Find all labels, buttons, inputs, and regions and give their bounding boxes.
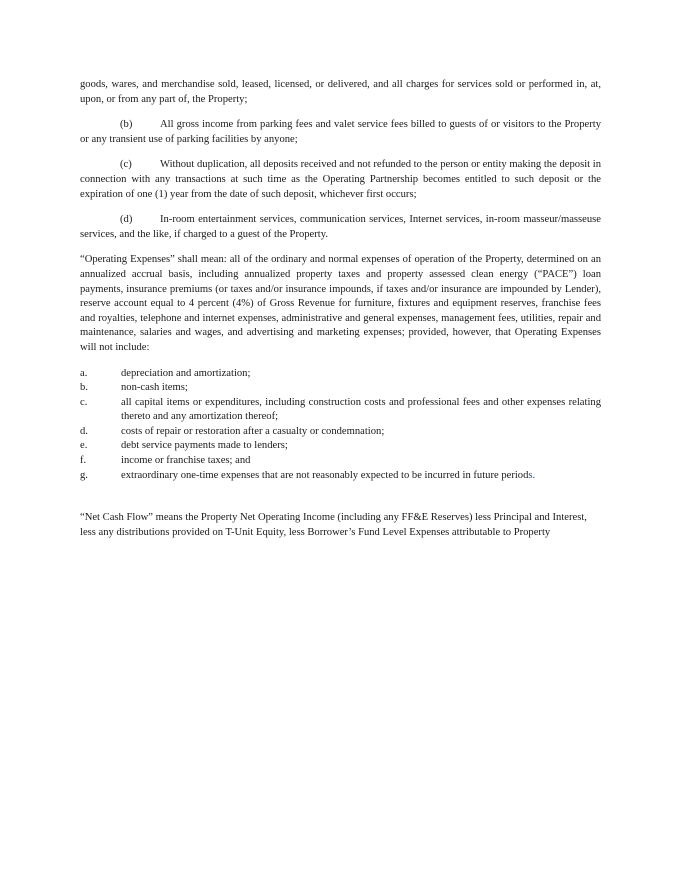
list-item-letter: f.	[80, 455, 87, 467]
item-label-d: (d)	[120, 214, 133, 226]
list-item-text: debt service payments made to lenders;	[121, 440, 288, 452]
list-item-text: all capital items or expenditures, including construction costs and professional fees and other expenses relating thereto and any amortization thereof;	[121, 396, 601, 423]
list-item	[80, 454, 601, 469]
list-item	[80, 469, 601, 484]
list-item-text: non-cash items;	[121, 382, 188, 394]
list-item-text: costs of repair or restoration after a casualty or condemnation;	[121, 425, 385, 437]
paragraph-operating-expenses: “Operating Expenses” shall mean: all of the ordinary and normal expenses of operation of the Property, determined on an annualized accrual basis, including annualized property taxes and property assessed clean energy (“PACE”) loan payments, insurance premiums (or taxes and/or insurance impounds, if taxes and/or insurance are impounded by Lender), reserve account equal to 4 percent (4%) of Gross Revenue for furniture, fixtures and equipment reserves, franchise fees and royalties, telephone and internet expenses, administrative and general expenses, management fees, utilities, repair and maintenance, salaries and wages, and advertising and marketing expenses; provided, however, that Operating Expenses will not include:	[80, 254, 601, 353]
item-text-d: In-room entertainment services, communication services, Internet services, in-room masseur/masseuse services, and the like, if charged to a guest of the Property.	[80, 214, 601, 240]
document-page	[80, 78, 601, 540]
paragraph-item-c	[80, 158, 601, 202]
paragraph-item-d	[80, 213, 601, 242]
list-item-text: depreciation and amortization;	[121, 367, 251, 379]
list-item-letter: g.	[80, 469, 88, 481]
list-item	[80, 396, 601, 425]
list-item	[80, 439, 601, 454]
list-item-text-trail: s.	[528, 469, 536, 481]
list-item-text: income or franchise taxes; and	[121, 455, 251, 467]
list-item-letter: d.	[80, 425, 88, 437]
list-item-letter: a.	[80, 367, 88, 379]
list-item	[80, 425, 601, 440]
list-item-text	[121, 469, 601, 484]
exclusions-list	[80, 367, 601, 484]
list-item-letter: b.	[80, 382, 88, 394]
list-item-letter: c.	[80, 396, 88, 408]
list-item	[80, 381, 601, 396]
list-item	[80, 367, 601, 382]
item-label-c: (c)	[120, 159, 132, 171]
list-item-text-main: extraordinary one-time expenses that are not reasonably expected to be incurred in future period	[121, 469, 529, 481]
paragraph-net-cash-flow: “Net Cash Flow” means the Property Net Operating Income (including any FF&E Reserves) less Principal and Interest, less any distributions provided on T-Unit Equity, less Borrower’s Fund Level Expenses attributable to Property	[80, 512, 587, 538]
list-item-letter: e.	[80, 440, 88, 452]
paragraph-item-b	[80, 118, 601, 147]
paragraph-gross-revenue-continuation: goods, wares, and merchandise sold, leased, licensed, or delivered, and all charges for services sold or performed in, at, upon, or from any part of, the Property;	[80, 79, 601, 105]
item-text-b: All gross income from parking fees and valet service fees billed to guests of or visitors to the Property or any transient use of parking facilities by anyone;	[80, 119, 601, 145]
item-text-c: Without duplication, all deposits received and not refunded to the person or entity making the deposit in connection with any transactions at such time as the Operating Partnership becomes entitled to such deposit or the expiration of one (1) year from the date of such deposit, whichever first occurs;	[80, 159, 601, 200]
item-label-b: (b)	[120, 119, 133, 131]
